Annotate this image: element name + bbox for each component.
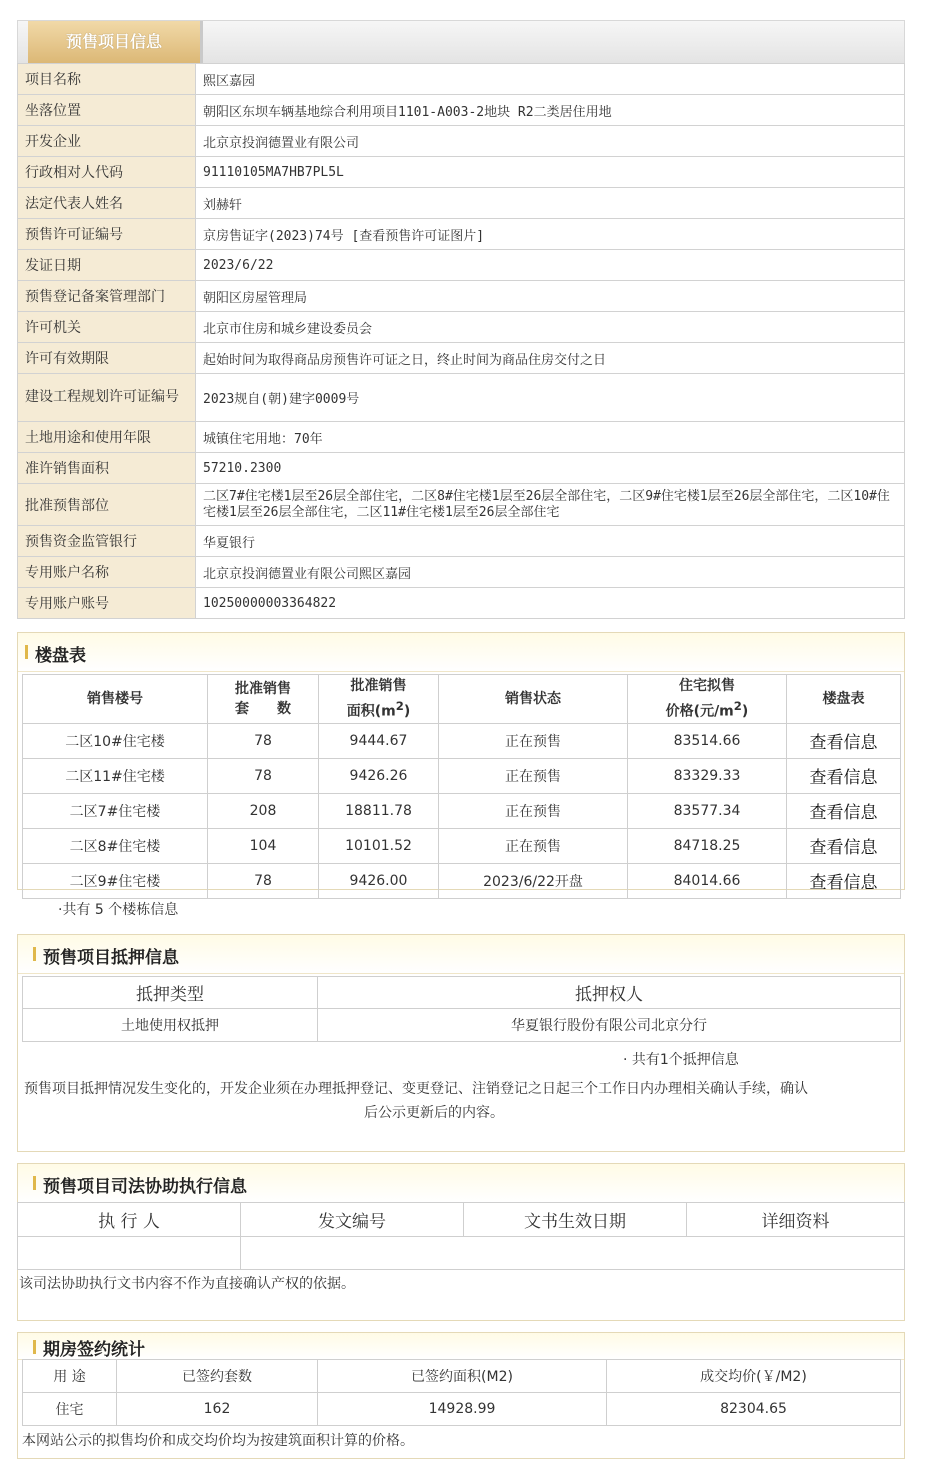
col-approved-area [319, 675, 439, 724]
sales-status: 2023/6/22开盘 [439, 863, 628, 898]
approved-area: 9426.00 [319, 863, 439, 898]
planned-price: 84718.25 [628, 828, 787, 863]
price-unit-text: 价格(元/m [665, 703, 734, 720]
section-marker [33, 1340, 36, 1354]
approved-area: 9444.67 [319, 723, 439, 758]
info-row [18, 484, 905, 526]
approved-sets: 104 [208, 828, 319, 863]
contract-section [17, 1332, 905, 1459]
col-executor: 执 行 人 [18, 1203, 241, 1237]
col-average-price: 成交均价(￥/M2) [607, 1360, 901, 1393]
info-label: 许可机关 [18, 312, 196, 343]
mortgage-table [22, 976, 901, 1042]
info-value-text: 城镇住宅用地：70年 [203, 431, 323, 447]
col-mortgage-holder: 抵押权人 [318, 977, 901, 1009]
table-row [23, 1393, 901, 1426]
info-table [17, 63, 905, 619]
col-approved-area-line1: 批准销售 [350, 678, 407, 694]
info-row [18, 281, 905, 312]
planned-price: 83329.33 [628, 758, 787, 793]
info-row [18, 157, 905, 188]
approved-sets: 78 [208, 723, 319, 758]
col-usage: 用 途 [23, 1360, 117, 1393]
section-marker [25, 645, 28, 659]
info-label: 专用账户账号 [18, 588, 196, 619]
building-name: 二区9#住宅楼 [23, 863, 208, 898]
sales-status: 正在预售 [439, 723, 628, 758]
info-value-text: 朝阳区东坝车辆基地综合利用项目1101-A003-2地块 R2二类居住用地 [203, 104, 612, 120]
mortgage-section [17, 934, 905, 1152]
price-unit-end: ) [741, 703, 749, 720]
executor-cell [18, 1237, 241, 1270]
info-value [196, 422, 905, 453]
col-approved-sets-line2: 套 数 [235, 700, 291, 717]
info-tab-title: 预售项目信息 [28, 21, 203, 63]
mortgage-section-title: 预售项目抵押信息 [43, 948, 179, 968]
info-value-text: 91110105MA7HB7PL5L [203, 164, 344, 180]
info-label: 法定代表人姓名 [18, 188, 196, 219]
info-value [196, 95, 905, 126]
col-building-name: 销售楼号 [23, 675, 208, 724]
building-count-note: ·共有 5 个楼栋信息 [58, 902, 179, 918]
info-value [196, 526, 905, 557]
building-section-header [18, 633, 904, 672]
info-label: 建设工程规划许可证编号 [18, 374, 196, 422]
info-value-text: 北京市住房和城乡建设委员会 [203, 321, 373, 337]
info-label: 预售登记备案管理部门 [18, 281, 196, 312]
contract-table [22, 1359, 901, 1426]
info-value-text: 57210.2300 [203, 460, 282, 476]
info-value-text: 2023/6/22 [203, 257, 274, 273]
col-planned-price-line2 [629, 696, 785, 722]
building-section [17, 632, 905, 894]
info-header [17, 20, 905, 63]
signed-sets-value: 162 [117, 1393, 318, 1426]
info-label: 坐落位置 [18, 95, 196, 126]
info-label: 项目名称 [18, 64, 196, 95]
view-info-link[interactable]: 查看信息 [787, 863, 901, 898]
col-planned-price [628, 675, 787, 724]
table-row [18, 1237, 905, 1270]
judicial-section-header [18, 1164, 904, 1203]
info-label: 预售许可证编号 [18, 219, 196, 250]
mortgage-holder-value: 华夏银行股份有限公司北京分行 [318, 1009, 901, 1042]
info-label: 发证日期 [18, 250, 196, 281]
mortgage-section-header [18, 935, 904, 974]
building-name: 二区7#住宅楼 [23, 793, 208, 828]
table-row [23, 863, 901, 898]
contract-section-title: 期房签约统计 [43, 1340, 145, 1360]
info-value [196, 588, 905, 619]
sales-status: 正在预售 [439, 828, 628, 863]
info-value [196, 219, 905, 250]
table-row [23, 723, 901, 758]
col-planned-price-line1: 住宅拟售 [679, 678, 735, 694]
area-unit-text: 面积(m [346, 703, 396, 720]
info-value [196, 126, 905, 157]
mortgage-notice-line1: 预售项目抵押情况发生变化的，开发企业须在办理抵押登记、变更登记、注销登记之日起三个工作日内办理相关确认手续，确认 [24, 1081, 808, 1097]
info-label: 专用账户名称 [18, 557, 196, 588]
approved-sets: 208 [208, 793, 319, 828]
price-unit-sup: 2 [733, 699, 742, 713]
info-value [196, 250, 905, 281]
info-value [196, 374, 905, 422]
building-section-title: 楼盘表 [35, 646, 86, 666]
mortgage-count-note: · 共有1个抵押信息 [623, 1052, 739, 1068]
info-row [18, 374, 905, 422]
info-label: 预售资金监管银行 [18, 526, 196, 557]
contract-note: 本网站公示的拟售均价和成交均价均为按建筑面积计算的价格。 [22, 1433, 414, 1449]
approved-sets: 78 [208, 863, 319, 898]
info-row [18, 64, 905, 95]
table-row [23, 758, 901, 793]
building-table [22, 674, 901, 899]
info-value [196, 188, 905, 219]
mortgage-notice-line2: 后公示更新后的内容。 [364, 1105, 504, 1121]
info-value [196, 557, 905, 588]
approved-area: 9426.26 [319, 758, 439, 793]
col-details: 详细资料 [687, 1203, 905, 1237]
info-value [196, 453, 905, 484]
judicial-section [17, 1163, 905, 1321]
info-value-text: 华夏银行 [203, 535, 256, 551]
info-value-text: 北京京投润德置业有限公司熙区嘉园 [203, 566, 412, 582]
mortgage-notice [24, 1077, 899, 1125]
area-unit-sup: 2 [395, 699, 404, 713]
signed-area-value: 14928.99 [318, 1393, 607, 1426]
info-label: 土地用途和使用年限 [18, 422, 196, 453]
info-label: 许可有效期限 [18, 343, 196, 374]
info-label: 开发企业 [18, 126, 196, 157]
view-info-link[interactable]: 查看信息 [787, 828, 901, 863]
info-value [196, 343, 905, 374]
info-row [18, 422, 905, 453]
section-marker [33, 947, 36, 961]
col-sales-status: 销售状态 [439, 675, 628, 724]
info-value-text: 10250000003364822 [203, 595, 337, 611]
info-value [196, 312, 905, 343]
table-row [23, 1009, 901, 1042]
approved-area: 18811.78 [319, 793, 439, 828]
col-signed-area: 已签约面积(M2) [318, 1360, 607, 1393]
view-info-link[interactable]: 查看信息 [787, 723, 901, 758]
info-row [18, 95, 905, 126]
info-value [196, 157, 905, 188]
details-cell [241, 1237, 905, 1270]
info-row [18, 557, 905, 588]
info-label: 准许销售面积 [18, 453, 196, 484]
info-row [18, 250, 905, 281]
info-value-text: 刘赫轩 [203, 197, 243, 213]
sales-status: 正在预售 [439, 793, 628, 828]
info-row [18, 312, 905, 343]
info-value-text: 北京京投润德置业有限公司 [203, 135, 360, 151]
building-name: 二区8#住宅楼 [23, 828, 208, 863]
col-effective-date: 文书生效日期 [464, 1203, 687, 1237]
sales-status: 正在预售 [439, 758, 628, 793]
building-name: 二区10#住宅楼 [23, 723, 208, 758]
info-value-text: 二区7#住宅楼1层至26层全部住宅，二区8#住宅楼1层至26层全部住宅，二区9#住宅楼1层至26层全部住宅，二区10#住宅楼1层至26层全部住宅，二区11#住宅楼1层至26层全部住宅 [203, 488, 890, 520]
info-row [18, 126, 905, 157]
approved-sets: 78 [208, 758, 319, 793]
info-row [18, 188, 905, 219]
approved-area: 10101.52 [319, 828, 439, 863]
view-info-link[interactable]: 查看信息 [787, 793, 901, 828]
planned-price: 84014.66 [628, 863, 787, 898]
info-row [18, 453, 905, 484]
info-value-text: 京房售证字(2023)74号 [203, 228, 344, 244]
col-floor-table: 楼盘表 [787, 675, 901, 724]
info-value [196, 64, 905, 95]
info-value [196, 484, 905, 526]
info-value-text: 2023规自(朝)建字0009号 [203, 392, 360, 407]
table-row [23, 793, 901, 828]
average-price-value: 82304.65 [607, 1393, 901, 1426]
planned-price: 83577.34 [628, 793, 787, 828]
usage-value: 住宅 [23, 1393, 117, 1426]
info-row [18, 343, 905, 374]
info-value-text: 起始时间为取得商品房预售许可证之日，终止时间为商品住房交付之日 [203, 352, 607, 368]
info-row [18, 219, 905, 250]
info-value [196, 281, 905, 312]
col-mortgage-type: 抵押类型 [23, 977, 318, 1009]
view-permit-image-link[interactable]: [查看预售许可证图片] [351, 228, 485, 244]
table-row [23, 828, 901, 863]
info-row [18, 588, 905, 619]
presale-project-info [17, 20, 905, 619]
col-document-number: 发文编号 [241, 1203, 464, 1237]
info-value-text: 朝阳区房屋管理局 [203, 290, 308, 306]
mortgage-type-value: 土地使用权抵押 [23, 1009, 318, 1042]
col-approved-sets-line1: 批准销售 [235, 680, 291, 697]
info-label: 行政相对人代码 [18, 157, 196, 188]
judicial-table [17, 1202, 905, 1270]
judicial-section-title: 预售项目司法协助执行信息 [43, 1177, 247, 1197]
info-row [18, 526, 905, 557]
col-approved-sets [208, 675, 319, 724]
building-name: 二区11#住宅楼 [23, 758, 208, 793]
contract-section-header [18, 1333, 904, 1360]
area-unit-end: ) [403, 703, 411, 720]
judicial-note: 该司法协助执行文书内容不作为直接确认产权的依据。 [19, 1276, 355, 1292]
col-signed-sets: 已签约套数 [117, 1360, 318, 1393]
view-info-link[interactable]: 查看信息 [787, 758, 901, 793]
info-label: 批准预售部位 [18, 484, 196, 526]
col-approved-area-line2 [320, 696, 437, 722]
info-value-text: 熙区嘉园 [203, 73, 256, 89]
planned-price: 83514.66 [628, 723, 787, 758]
section-marker [33, 1176, 36, 1190]
